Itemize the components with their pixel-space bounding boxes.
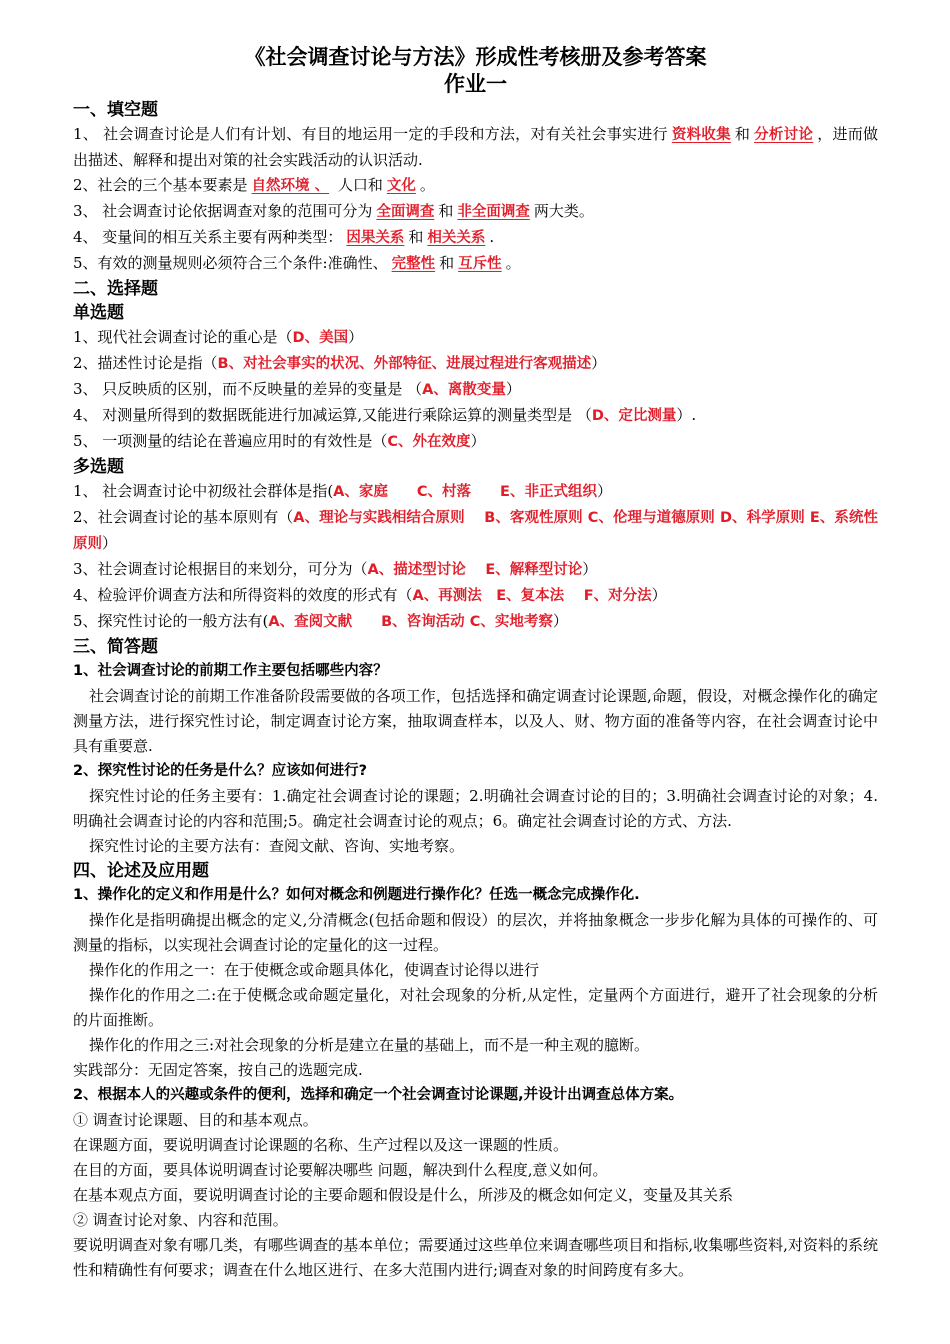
single-choice-3: 3、 只反映质的区别，而不反映量的差异的变量是 （A、离散变量）: [73, 380, 521, 398]
subheading-single-choice: 单选题: [73, 303, 124, 323]
essay-answer-1-p2: 操作化的作用之一：在于使概念或命题具体化，使调查讨论得以进行: [89, 961, 540, 979]
single-choice-2: 2、描述性讨论是指（B、对社会事实的状况、外部特征、进展过程进行客观描述）: [73, 354, 607, 372]
multi-choice-4: 4、检验评价调查方法和所得资料的效度的形式有（A、再测法 E、复本法 F、对分法）: [73, 586, 667, 604]
section-heading-choice: 二、选择题: [73, 279, 158, 299]
single-choice-1: 1、现代社会调查讨论的重心是（D、美国）: [73, 328, 364, 346]
essay-answer-2-r1: ① 调查讨论课题、目的和基本观点。: [73, 1111, 318, 1129]
fill-question-3: 3、 社会调查讨论依据调查对象的范围可分为 全面调查 和 非全面调查 两大类。: [73, 202, 594, 220]
short-answer-1: 社会调查讨论的前期工作准备阶段需要做的各项工作，包括选择和确定调查讨论课题,命题，假设，对概念操作化的确定测量方法，进行探究性讨论，制定调查讨论方案，抽取调查样本，以及人、财、物方面的准备等内容，在社会调查讨论中具有重要意.: [73, 687, 878, 755]
essay-answer-2-r6: 要说明调查对象有哪几类，有哪些调查的基本单位；需要通过这些单位来调查哪些项目和指标,收集哪些资料,对资料的系统性和精确性有何要求；调查在什么地区进行、在多大范围内进行;调查对象的时间跨度有多大。: [73, 1236, 878, 1279]
subheading-multi-choice: 多选题: [73, 457, 124, 477]
multi-choice-1: 1、 社会调查讨论中初级社会群体是指(A、家庭 C、村落 E、非正式组织）: [73, 482, 612, 500]
essay-answer-2-r4: 在基本观点方面，要说明调查讨论的主要命题和假设是什么，所涉及的概念如何定义，变量及其关系: [73, 1186, 734, 1204]
short-question-1: 1、社会调查讨论的前期工作主要包括哪些内容？: [73, 663, 388, 679]
essay-answer-2-r3: 在目的方面，要具体说明调查讨论要解决哪些 问题，解决到什么程度,意义如何。: [73, 1161, 608, 1179]
essay-answer-1-p1: 操作化是指明确提出概念的定义,分清概念(包括命题和假设）的层次，并将抽象概念一步步化解为具体的可操作的、可测量的指标，以实现社会调查讨论的定量化的这一过程。: [73, 911, 878, 954]
essay-answer-1-p4: 操作化的作用之三:对社会现象的分析是建立在量的基础上，而不是一种主观的臆断。: [89, 1036, 650, 1054]
section-heading-short-answer: 三、简答题: [73, 637, 158, 657]
multi-choice-5: 5、探究性讨论的一般方法有(A、查阅文献 B、咨询活动 C、实地考察）: [73, 612, 568, 630]
multi-choice-3: 3、社会调查讨论根据目的来划分，可分为（A、描述型讨论 E、解释型讨论）: [73, 560, 598, 578]
essay-answer-1-p3: 操作化的作用之二:在于使概念或命题定量化，对社会现象的分析,从定性，定量两个方面进行，避开了社会现象的分析的片面推断。: [73, 986, 878, 1029]
short-question-2: 2、探究性讨论的任务是什么？应该如何进行?: [73, 763, 367, 779]
fill-question-4: 4、 变量间的相互关系主要有两种类型： 因果关系 和 相关关系 .: [73, 228, 495, 246]
section-heading-essay: 四、论述及应用题: [73, 861, 209, 881]
essay-question-1: 1、操作化的定义和作用是什么？如何对概念和例题进行操作化？任选一概念完成操作化.: [73, 887, 640, 903]
fill-question-1: 1、 社会调查讨论是人们有计划、有目的地运用一定的手段和方法，对有关社会事实进行 资料收集 和 分析讨论 ，进而做出描述、解释和提出对策的社会实践活动的认识活动.: [73, 125, 878, 169]
section-heading-fill-blank: 一、填空题: [73, 100, 158, 120]
essay-answer-2-r5: ② 调查讨论对象、内容和范围。: [73, 1211, 288, 1229]
short-answer-2a: 探究性讨论的任务主要有：1.确定社会调查讨论的课题；2.明确社会调查讨论的目的；3.明确社会调查讨论的对象；4.明确社会调查讨论的内容和范围;5。确定社会调查讨论的观点；6。确定社会调查讨论的方式、方法.: [73, 787, 878, 830]
fill-question-2: 2、社会的三个基本要素是 自然环境 、 人口和 文化 。: [73, 176, 435, 194]
short-answer-2b: 探究性讨论的主要方法有：查阅文献、咨询、实地考察。: [89, 837, 465, 855]
document-title: 《社会调查讨论与方法》形成性考核册及参考答案: [244, 45, 707, 69]
document-subtitle: 作业一: [444, 72, 507, 96]
single-choice-4: 4、 对测量所得到的数据既能进行加减运算,又能进行乘除运算的测量类型是 （D、定比测量）.: [73, 406, 697, 424]
multi-choice-2: 2、社会调查讨论的基本原则有（A、理论与实践相结合原则 B、客观性原则 C、伦理与道德原则 D、科学原则 E、系统性原则）: [73, 508, 878, 552]
essay-answer-1-p5: 实践部分：无固定答案，按自己的选题完成.: [73, 1061, 363, 1079]
essay-answer-2-r2: 在课题方面，要说明调查讨论课题的名称、生产过程以及这一课题的性质。: [73, 1136, 569, 1154]
single-choice-5: 5、 一项测量的结论在普遍应用时的有效性是（C、外在效度）: [73, 432, 486, 450]
fill-question-5: 5、有效的测量规则必须符合三个条件:准确性、 完整性 和 互斥性 。: [73, 254, 521, 272]
essay-question-2: 2、根据本人的兴趣或条件的便利，选择和确定一个社会调查讨论课题,并设计出调查总体方案。: [73, 1087, 684, 1103]
